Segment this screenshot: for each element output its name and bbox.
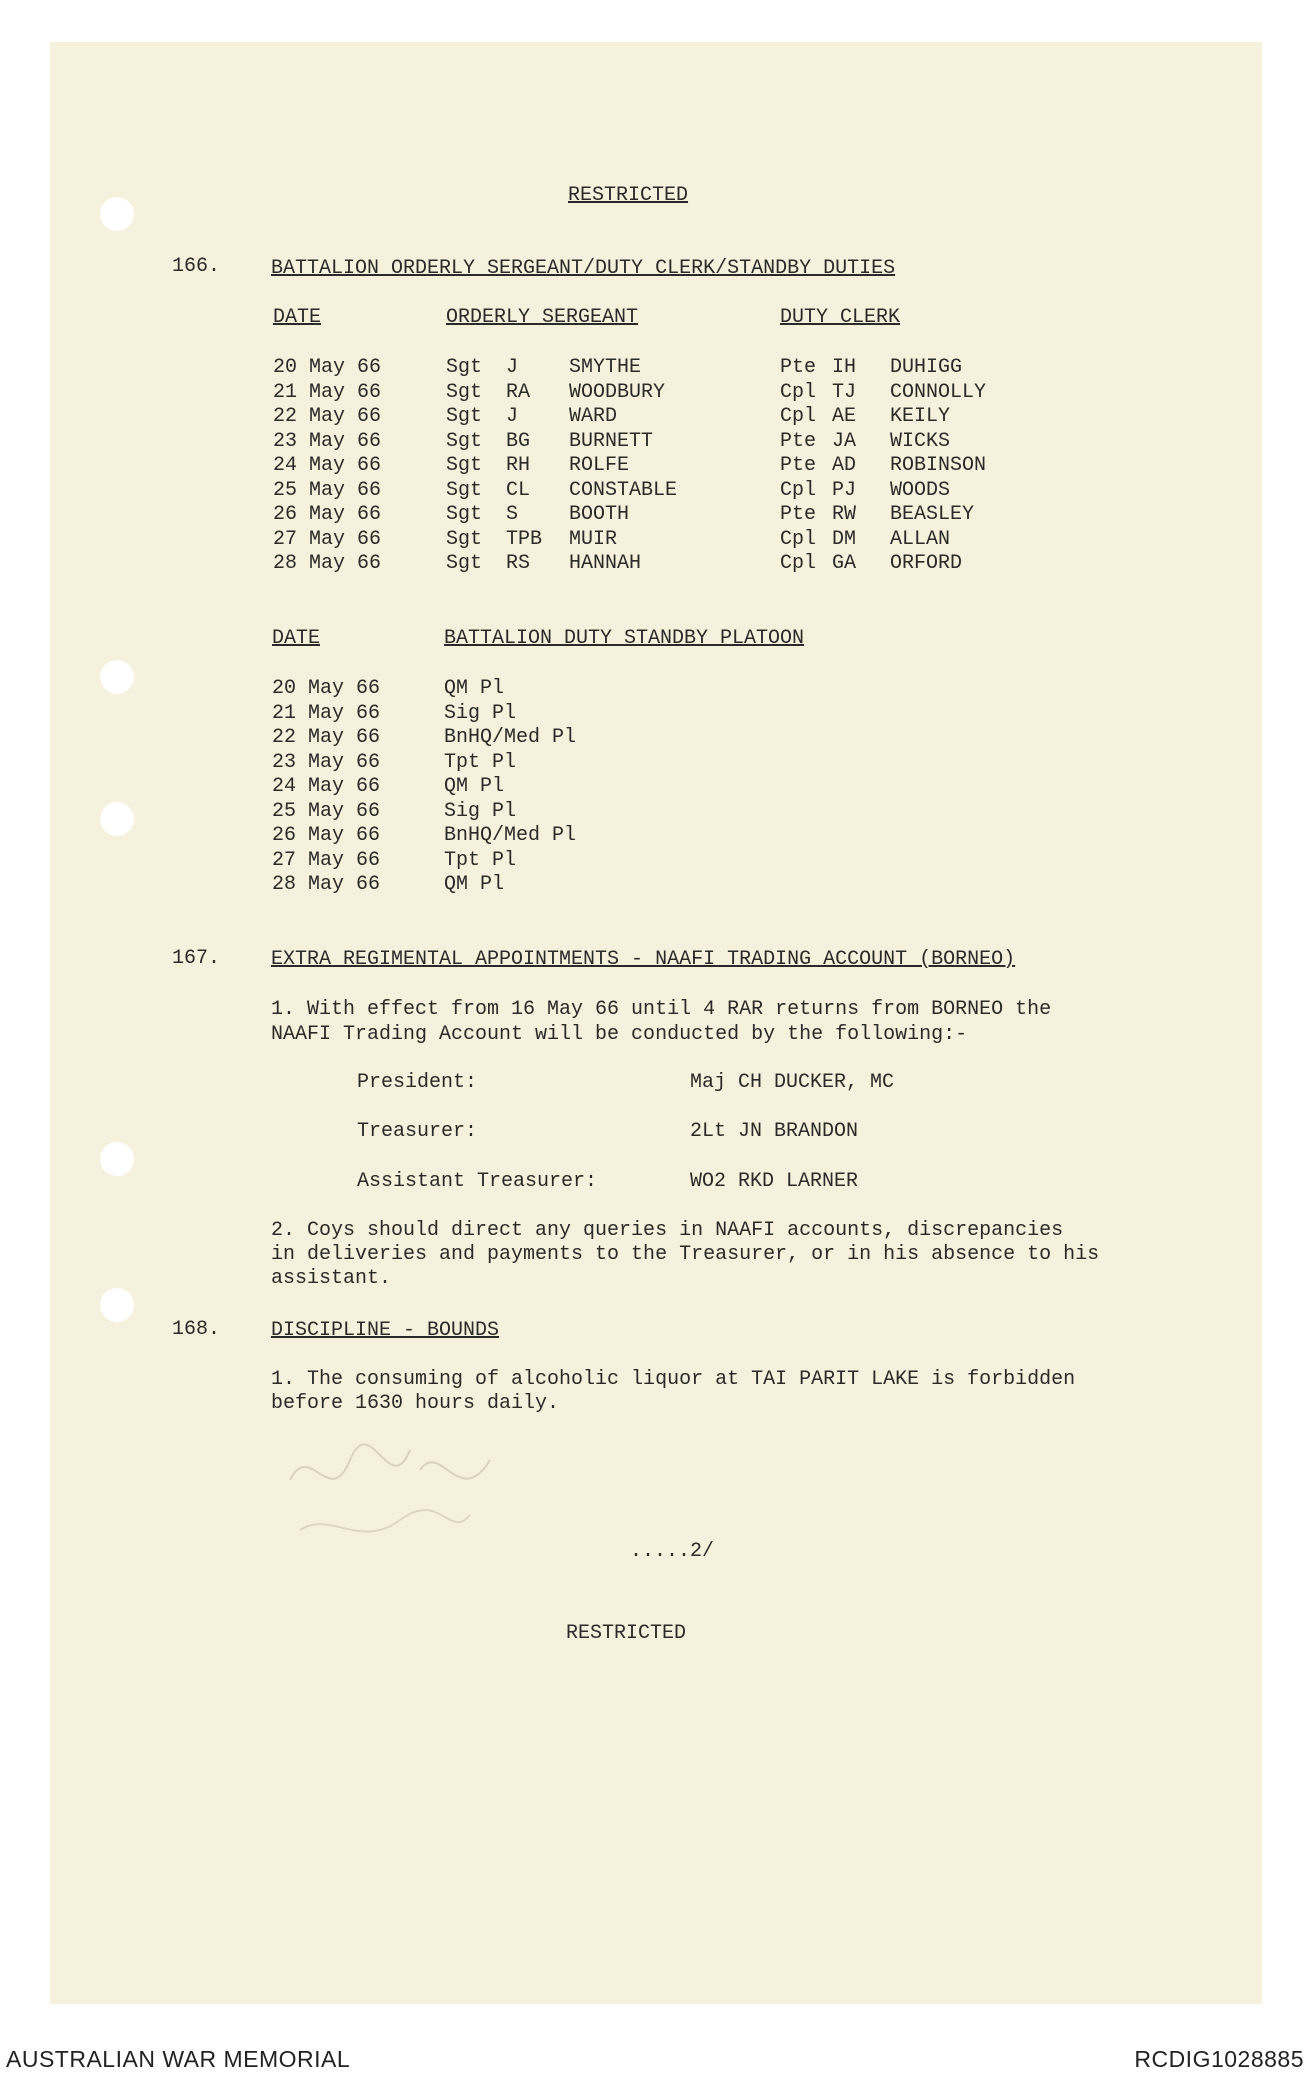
roster-cell-c-rank: Pte [780, 429, 817, 453]
page-continuation: .....2/ [630, 1540, 715, 1563]
platoon-cell-date: 23 May 66 [272, 750, 381, 774]
roster-cell-s-rank: Sgt [446, 356, 483, 379]
roster-cell-c-init: PJ [832, 478, 857, 502]
roster-cell-c-init: GA [832, 552, 857, 575]
roster-cell-s-init: RS [506, 552, 531, 575]
roster-cell-c-name: KEILY [890, 405, 951, 428]
roster-cell-c-init: RW [832, 503, 857, 526]
roster-cell-s-rank: Sgt [446, 527, 483, 551]
roster-cell-c-init: IH [832, 356, 857, 379]
platoon-cell-date: 26 May 66 [272, 824, 381, 847]
section-167-para1-line1: 1. With effect from 16 May 66 until 4 RAR returns from BORNEO the [271, 998, 1052, 1021]
section-167-para2-line3: assistant. [271, 1267, 392, 1290]
appointment-name: Maj CH DUCKER, MC [690, 1071, 895, 1094]
roster-cell-c-init: AD [832, 454, 857, 477]
roster-cell-s-rank: Sgt [446, 552, 483, 575]
roster-cell-date: 23 May 66 [273, 429, 382, 453]
roster-cell-s-rank: Sgt [446, 429, 483, 453]
roster-cell-c-name: ROBINSON [890, 454, 987, 477]
platoon-cell-platoon: QM Pl [444, 677, 505, 700]
roster-cell-c-init: AE [832, 405, 857, 428]
appointment-name: 2Lt JN BRANDON [690, 1120, 859, 1143]
roster-cell-s-rank: Sgt [446, 478, 483, 502]
appointment-role: President: [357, 1071, 478, 1094]
roster-cell-c-name: CONNOLLY [890, 380, 987, 404]
roster-cell-date: 28 May 66 [273, 552, 382, 575]
roster-cell-s-name: MUIR [569, 527, 618, 551]
section-166-number: 166. [172, 255, 221, 278]
platoon-cell-platoon: QM Pl [444, 775, 505, 798]
roster-cell-c-rank: Cpl [780, 478, 817, 502]
roster-cell-date: 25 May 66 [273, 478, 382, 502]
roster-cell-c-init: DM [832, 527, 857, 551]
roster-cell-s-name: WARD [569, 405, 618, 428]
roster-cell-s-rank: Sgt [446, 405, 483, 428]
punch-hole [100, 1142, 134, 1176]
table1-header-clerk: DUTY CLERK [780, 306, 901, 329]
classification-footer: RESTRICTED [566, 1622, 687, 1645]
platoon-cell-platoon: Sig Pl [444, 799, 517, 823]
roster-cell-s-init: J [506, 405, 519, 428]
table2-header-date: DATE [272, 627, 321, 650]
platoon-cell-date: 21 May 66 [272, 701, 381, 725]
punch-hole [100, 660, 134, 694]
roster-cell-s-init: BG [506, 429, 531, 453]
archive-reference: RCDIG1028885 [1134, 2046, 1304, 2072]
roster-cell-c-name: WICKS [890, 429, 951, 453]
roster-cell-date: 26 May 66 [273, 503, 382, 526]
roster-cell-s-init: TPB [506, 527, 543, 551]
roster-cell-s-init: S [506, 503, 519, 526]
platoon-cell-date: 27 May 66 [272, 848, 381, 872]
punch-hole [100, 197, 134, 231]
punch-hole [100, 1288, 134, 1322]
roster-cell-c-rank: Cpl [780, 527, 817, 551]
roster-cell-c-name: ORFORD [890, 552, 963, 575]
roster-cell-c-name: BEASLEY [890, 503, 975, 526]
punch-hole [100, 802, 134, 836]
roster-cell-date: 20 May 66 [273, 356, 382, 379]
platoon-cell-date: 28 May 66 [272, 873, 381, 896]
section-168-number: 168. [172, 1318, 221, 1341]
roster-cell-c-rank: Cpl [780, 405, 817, 428]
platoon-cell-platoon: Tpt Pl [444, 848, 517, 872]
table2-header-platoon: BATTALION DUTY STANDBY PLATOON [444, 627, 805, 650]
roster-cell-s-init: CL [506, 478, 531, 502]
platoon-cell-platoon: Tpt Pl [444, 750, 517, 774]
section-166-title: BATTALION ORDERLY SERGEANT/DUTY CLERK/STANDBY DUTIES [271, 257, 896, 280]
section-167-para2-line2: in deliveries and payments to the Treasurer, or in his absence to his [271, 1243, 1100, 1266]
roster-cell-s-init: J [506, 356, 519, 379]
roster-cell-date: 24 May 66 [273, 454, 382, 477]
roster-cell-c-init: JA [832, 429, 857, 453]
roster-cell-s-name: CONSTABLE [569, 478, 678, 502]
roster-cell-date: 22 May 66 [273, 405, 382, 428]
roster-cell-c-name: DUHIGG [890, 356, 963, 379]
table1-header-date: DATE [273, 306, 322, 329]
roster-cell-c-rank: Cpl [780, 380, 817, 404]
section-168-para1-line2: before 1630 hours daily. [271, 1392, 560, 1415]
section-167-number: 167. [172, 947, 221, 970]
section-167-para1-line2: NAAFI Trading Account will be conducted by the following:- [271, 1023, 968, 1046]
roster-cell-date: 21 May 66 [273, 380, 382, 404]
roster-cell-s-name: BOOTH [569, 503, 630, 526]
roster-cell-c-rank: Pte [780, 503, 817, 526]
section-167-title: EXTRA REGIMENTAL APPOINTMENTS - NAAFI TRADING ACCOUNT (BORNEO) [271, 948, 1016, 971]
platoon-cell-date: 24 May 66 [272, 775, 381, 798]
section-168-title: DISCIPLINE - BOUNDS [271, 1319, 500, 1342]
platoon-cell-platoon: BnHQ/Med Pl [444, 824, 577, 847]
roster-cell-s-rank: Sgt [446, 454, 483, 477]
roster-cell-c-init: TJ [832, 380, 857, 404]
platoon-cell-date: 20 May 66 [272, 677, 381, 700]
roster-cell-c-name: WOODS [890, 478, 951, 502]
roster-cell-s-init: RA [506, 380, 531, 404]
section-167-para2-line1: 2. Coys should direct any queries in NAAFI accounts, discrepancies [271, 1219, 1064, 1242]
classification-header: RESTRICTED [568, 184, 689, 207]
table1-header-sergeant: ORDERLY SERGEANT [446, 306, 639, 329]
platoon-cell-date: 22 May 66 [272, 726, 381, 749]
roster-cell-s-name: SMYTHE [569, 356, 642, 379]
appointment-role: Treasurer: [357, 1120, 478, 1143]
roster-cell-date: 27 May 66 [273, 527, 382, 551]
roster-cell-c-rank: Pte [780, 454, 817, 477]
roster-cell-s-name: BURNETT [569, 429, 654, 453]
roster-cell-s-name: WOODBURY [569, 380, 666, 404]
roster-cell-s-rank: Sgt [446, 380, 483, 404]
roster-cell-c-rank: Cpl [780, 552, 817, 575]
appointment-name: WO2 RKD LARNER [690, 1170, 859, 1193]
roster-cell-c-name: ALLAN [890, 527, 951, 551]
roster-cell-s-name: ROLFE [569, 454, 630, 477]
appointment-role: Assistant Treasurer: [357, 1170, 598, 1193]
handwritten-initials [270, 1420, 510, 1560]
platoon-cell-platoon: QM Pl [444, 873, 505, 896]
roster-cell-s-name: HANNAH [569, 552, 642, 575]
section-168-para1-line1: 1. The consuming of alcoholic liquor at TAI PARIT LAKE is forbidden [271, 1368, 1076, 1391]
platoon-cell-date: 25 May 66 [272, 799, 381, 823]
roster-cell-s-rank: Sgt [446, 503, 483, 526]
archive-institution: AUSTRALIAN WAR MEMORIAL [6, 2046, 351, 2072]
platoon-cell-platoon: BnHQ/Med Pl [444, 726, 577, 749]
roster-cell-s-init: RH [506, 454, 531, 477]
platoon-cell-platoon: Sig Pl [444, 701, 517, 725]
roster-cell-c-rank: Pte [780, 356, 817, 379]
